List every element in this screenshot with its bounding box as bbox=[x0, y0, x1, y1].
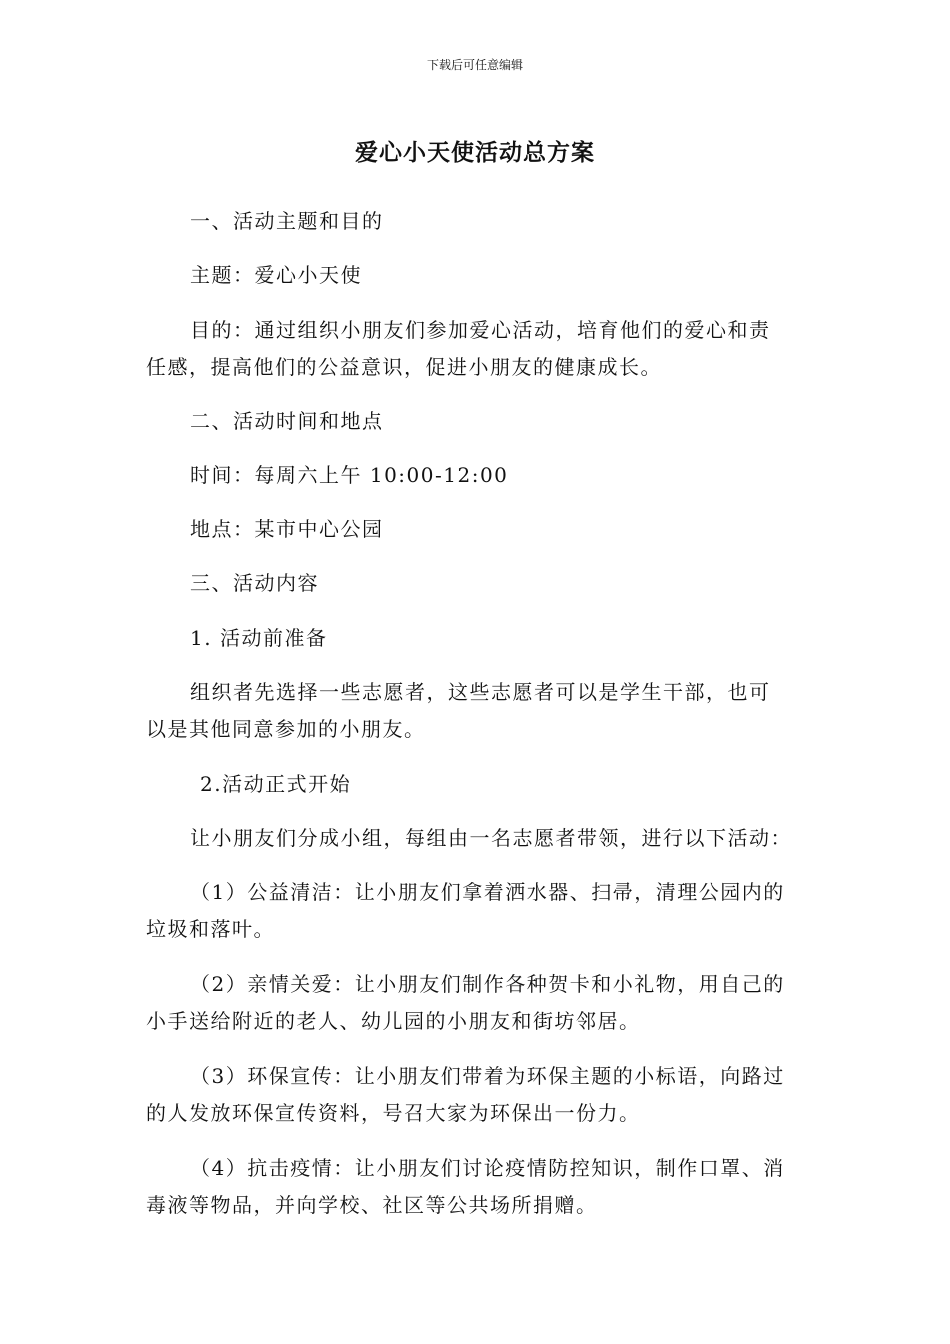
prep-line-2: 以是其他同意参加的小朋友。 bbox=[146, 717, 426, 741]
item-heading-1: 1. 活动前准备 bbox=[190, 626, 328, 650]
header-note: 下载后可任意编辑 bbox=[426, 58, 523, 72]
theme-line: 主题：爱心小天使 bbox=[190, 263, 362, 287]
activity-2-line-2: 小手送给附近的老人、幼儿园的小朋友和街坊邻居。 bbox=[146, 1009, 641, 1033]
time-line: 时间：每周六上午 10:00-12:00 bbox=[190, 463, 509, 487]
activity-2-line-1: （2）亲情关爱：让小朋友们制作各种贺卡和小礼物，用自己的 bbox=[190, 972, 785, 996]
activity-1-line-2: 垃圾和落叶。 bbox=[146, 917, 275, 941]
section-heading-3: 三、活动内容 bbox=[190, 571, 319, 595]
section-heading-1: 一、活动主题和目的 bbox=[190, 209, 384, 233]
activity-1-line-1: （1）公益清洁：让小朋友们拿着洒水器、扫帚，清理公园内的 bbox=[190, 880, 785, 904]
place-line: 地点：某市中心公园 bbox=[190, 517, 384, 541]
activity-4-line-2: 毒液等物品，并向学校、社区等公共场所捐赠。 bbox=[146, 1193, 598, 1217]
purpose-line-1: 目的：通过组织小朋友们参加爱心活动，培育他们的爱心和责 bbox=[190, 318, 771, 342]
document-title: 爱心小天使活动总方案 bbox=[355, 140, 595, 166]
activity-4-line-1: （4）抗击疫情：让小朋友们讨论疫情防控知识，制作口罩、消 bbox=[190, 1156, 785, 1180]
purpose-line-2: 任感，提高他们的公益意识，促进小朋友的健康成长。 bbox=[146, 355, 662, 379]
start-line: 让小朋友们分成小组，每组由一名志愿者带领，进行以下活动： bbox=[190, 826, 792, 850]
item-heading-2: 2.活动正式开始 bbox=[200, 772, 352, 796]
activity-3-line-1: （3）环保宣传：让小朋友们带着为环保主题的小标语，向路过 bbox=[190, 1064, 785, 1088]
section-heading-2: 二、活动时间和地点 bbox=[190, 409, 384, 433]
activity-3-line-2: 的人发放环保宣传资料，号召大家为环保出一份力。 bbox=[146, 1101, 641, 1125]
prep-line-1: 组织者先选择一些志愿者，这些志愿者可以是学生干部，也可 bbox=[190, 680, 771, 704]
